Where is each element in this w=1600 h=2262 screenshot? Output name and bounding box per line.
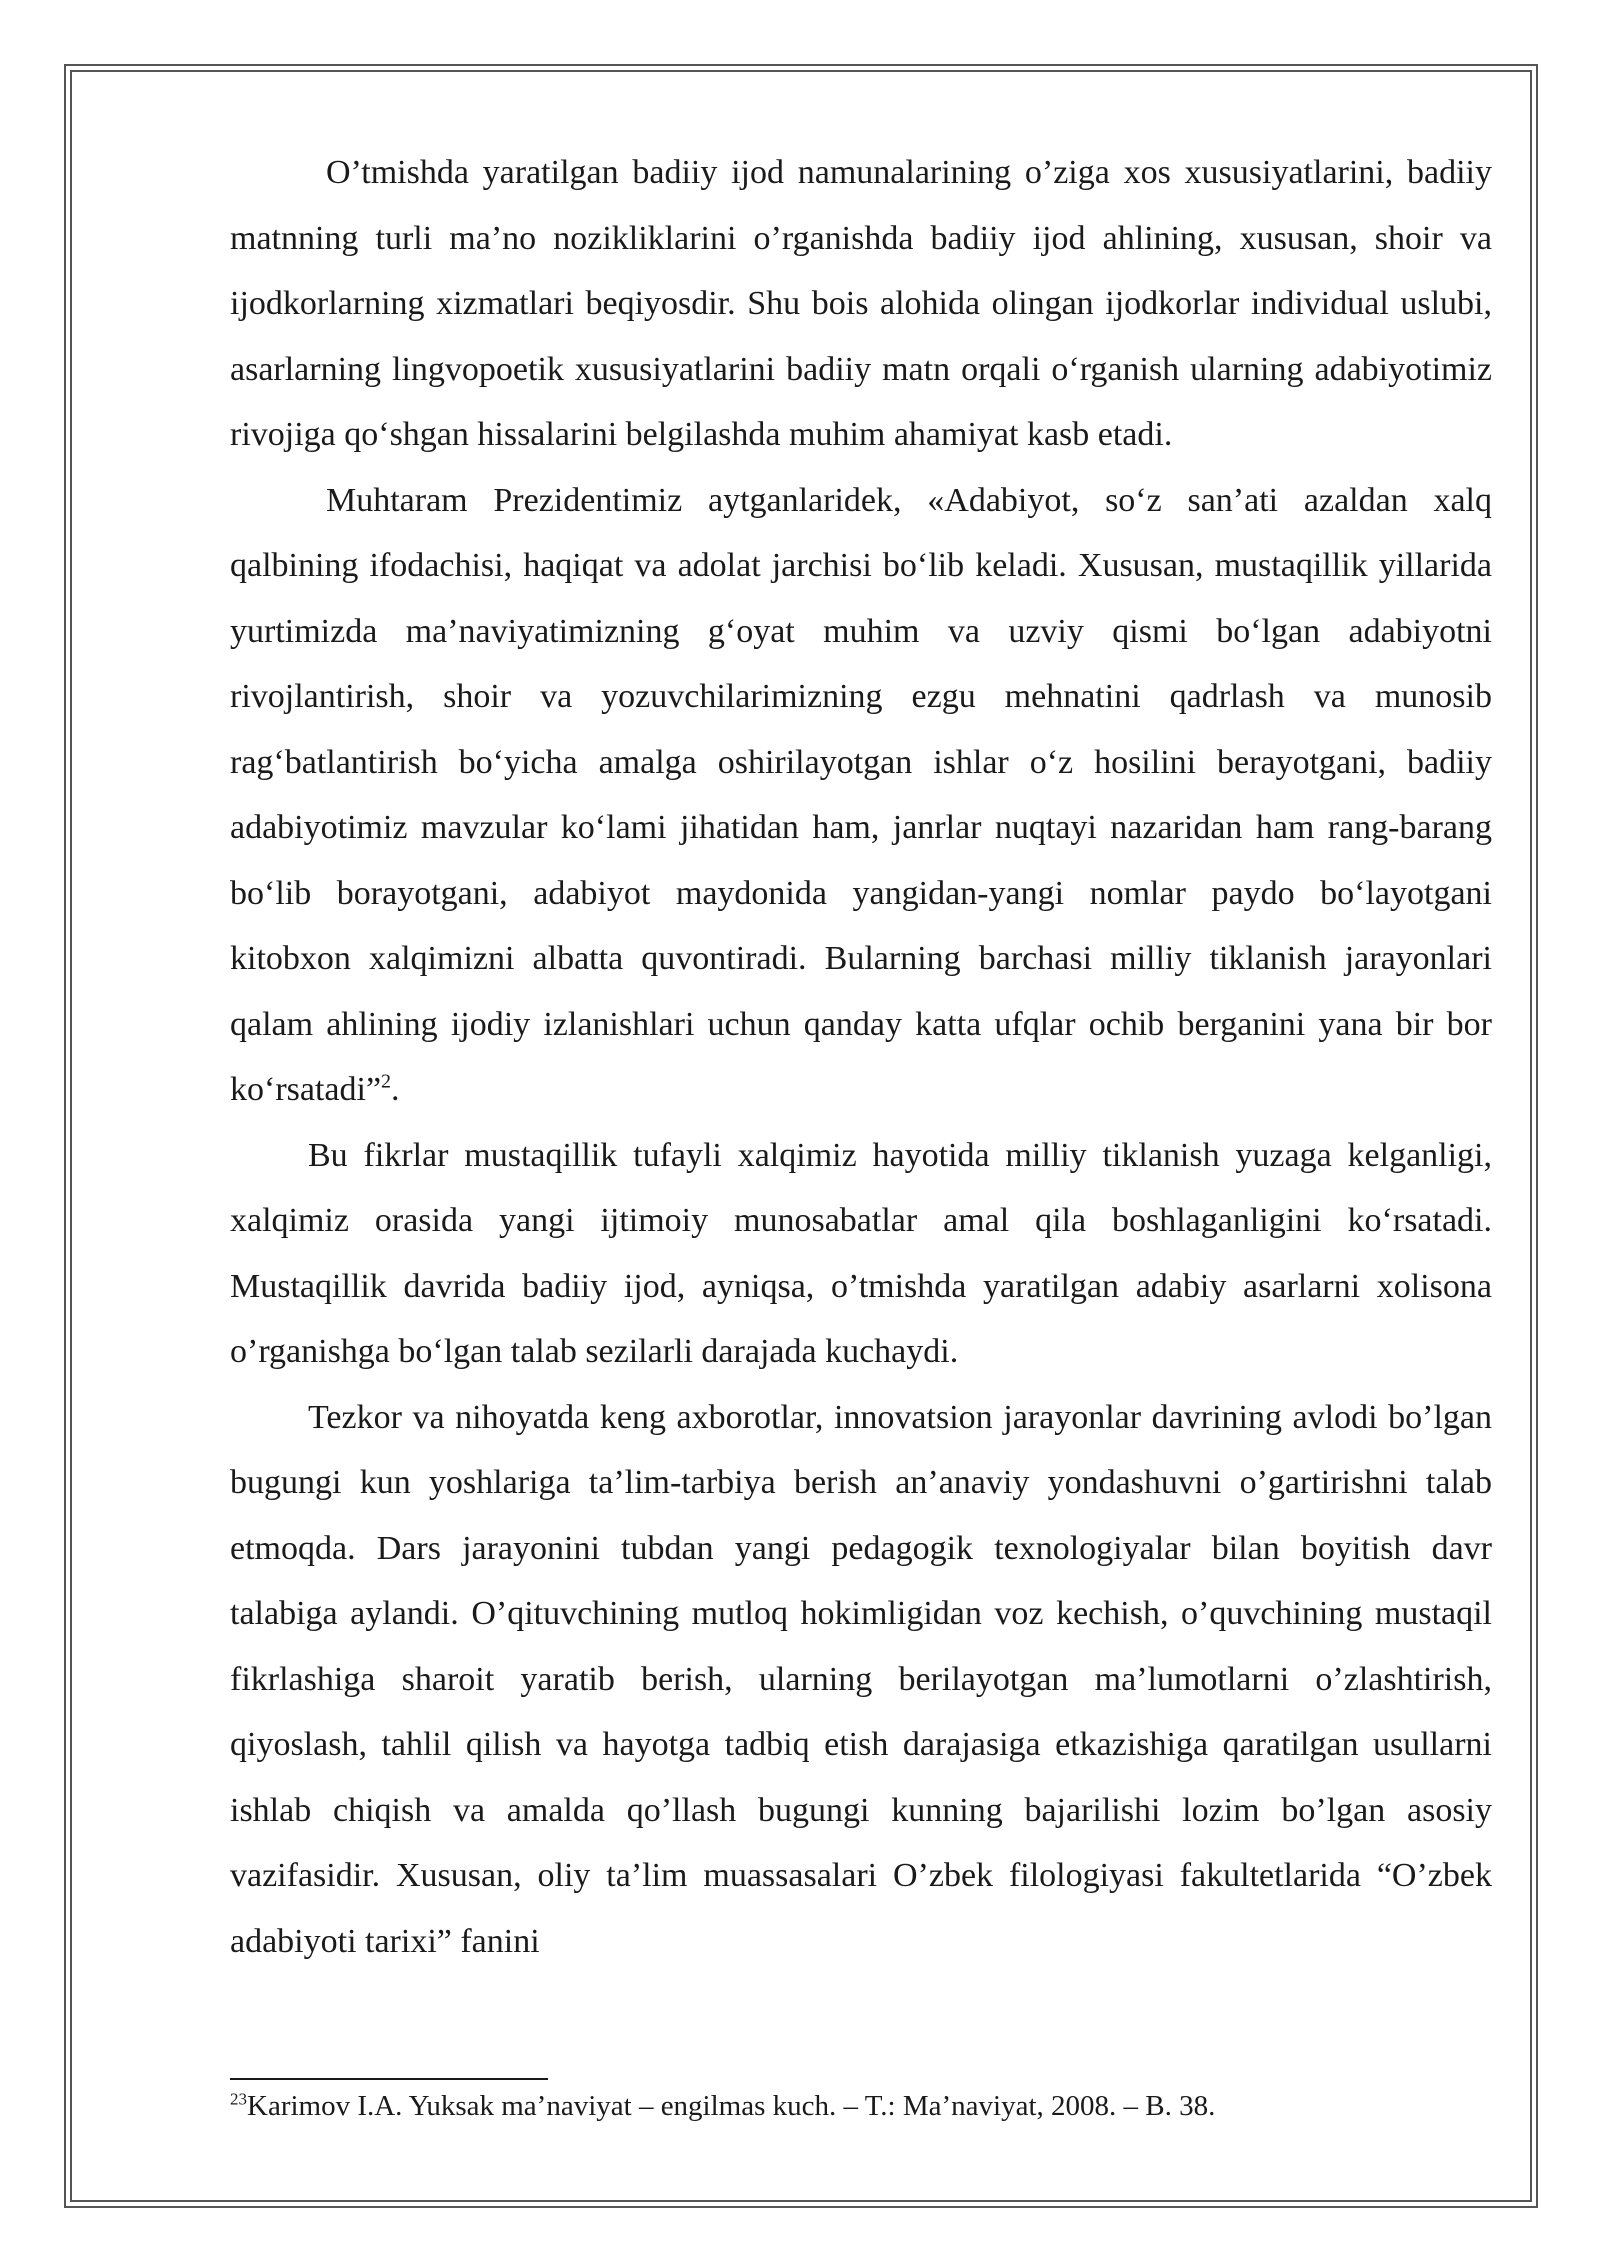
paragraph-3-text: Bu fikrlar mustaqillik tufayli xalqimiz hayotida milliy tiklanish yuzaga kelganligi, xalqimiz orasida yangi ijtimoiy munosabatlar amal qila boshlaganligini ko‘rsatadi. Mustaqillik davrida badiiy ijod, ayniqsa, o’tmishda yaratilgan adabiy asarlarni xolisona o’rganishga bo‘lgan talab sezilarli darajada kuchaydi. — [230, 1136, 1492, 1370]
paragraph-4-text: Tezkor va nihoyatda keng axborotlar, innovatsion jarayonlar davrining avlodi bo’lgan bugungi kun yoshlariga ta’lim-tarbiya berish an’anaviy yondashuvni o’gartirishni talab etmoqda. Dars jarayonini tubdan yangi pedagogik texnologiyalar bilan boyitish davr talabiga aylandi. O’qituvchining mutloq hokimligidan voz kechish, o’quvchining mustaqil fikrlashiga sharoit yaratib berish, ularning berilayotgan ma’lumotlarni o’zlashtirish, qiyoslash, tahlil qilish va hayotga tadbiq etish darajasiga etkazishiga qaratilgan usullarni ishlab chiqish va amalda qo’llash bugungi kunning bajarilishi lozim bo’lgan asosiy vazifasidir. Xususan, oliy ta’lim muassasalari O’zbek filologiyasi fakultetlarida “O’zbek adabiyoti tarixi” fanini — [230, 1398, 1492, 1960]
paragraph-4 — [230, 1385, 1492, 1975]
footnote-text: Karimov I.A. Yuksak ma’naviyat – engilmas kuch. – T.: Ma’naviyat, 2008. – B. 38. — [247, 2090, 1216, 2122]
paragraph-1 — [230, 140, 1492, 468]
footnote-separator — [230, 2078, 548, 2080]
paragraph-3 — [230, 1123, 1492, 1385]
footnote-reference: 2 — [381, 1070, 392, 1093]
paragraph-2 — [230, 468, 1492, 1123]
paragraph-2-end: . — [391, 1071, 400, 1108]
page-body — [230, 140, 1492, 1974]
footnote-marker: 23 — [230, 2089, 247, 2109]
paragraph-1-text: O’tmishda yaratilgan badiiy ijod namunalarining o’ziga xos xususiyatlarini, badiiy matnning turli ma’no nozikliklarini o’rganishda badiiy ijod ahlining, xususan, shoir va ijodkorlarning xizmatlari beqiyosdir. Shu bois alohida olingan ijodkorlar individual uslubi, asarlarning lingvopoetik xususiyatlarini badiiy matn orqali o‘rganish ularning adabiyotimiz rivojiga qo‘shgan hissalarini belgilashda muhim ahamiyat kasb etadi. — [230, 154, 1492, 453]
paragraph-2-text: Muhtaram Prezidentimiz aytganlaridek, «Adabiyot, so‘z san’ati azaldan xalq qalbining ifodachisi, haqiqat va adolat jarchisi bo‘lib keladi. Xususan, mustaqillik yillarida yurtimizda ma’naviyatimizning g‘oyat muhim va uzviy qismi bo‘lgan adabiyotni rivojlantirish, shoir va yozuvchilarimizning ezgu mehnatini qadrlash va munosib rag‘batlantirish bo‘yicha amalga oshirilayotgan ishlar o‘z hosilini berayotgani, badiiy adabiyotimiz mavzular ko‘lami jihatidan ham, janrlar nuqtayi nazaridan ham rang-barang bo‘lib borayotgani, adabiyot maydonida yangidan-yangi nomlar paydo bo‘layotgani kitobxon xalqimizni albatta quvontiradi. Bularning barchasi milliy tiklanish jarayonlari qalam ahlining ijodiy izlanishlari uchun qanday katta ufqlar ochib berganini yana bir bor ko‘rsatadi” — [230, 481, 1492, 1108]
footnote — [230, 2086, 1492, 2126]
